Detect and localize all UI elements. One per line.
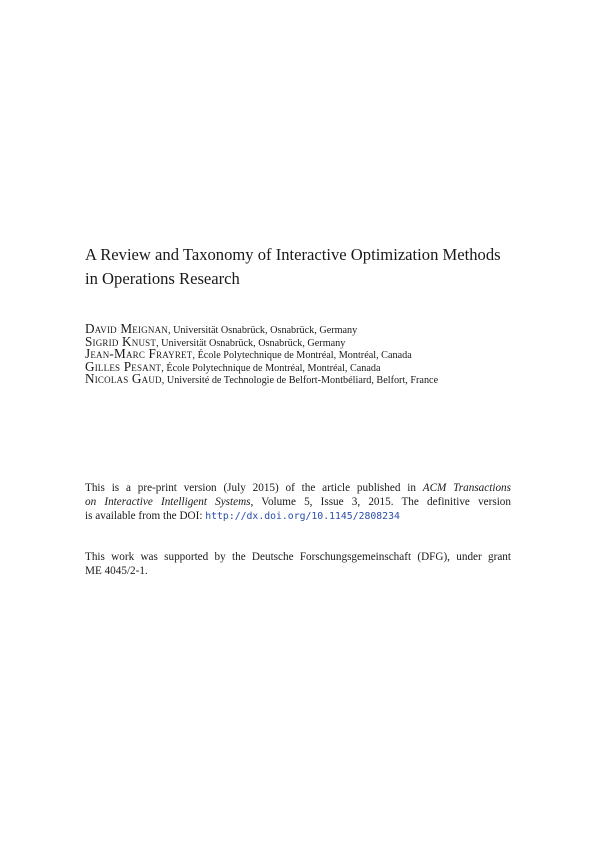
author-entry: Jean-Marc Frayret, École Polytechnique de Montréal, Montréal, Canada [85,346,412,361]
author-affiliation: Universität Osnabrück, Osnabrück, Germany [173,325,358,336]
author-name: Nicolas Gaud [85,371,162,386]
funding-line-1: This work was supported by the Deutsche Forschungsgemeinschaft (DFG), under grant [85,551,511,563]
doi-link[interactable]: http://dx.doi.org/10.1145/2808234 [205,511,400,523]
preprint-line-2 [85,495,511,509]
paper-title [85,243,525,291]
preprint-text: This is a pre-print version (July 2015) of the article published in [85,482,423,494]
journal-name: on Interactive Intelligent Systems [85,496,251,509]
preprint-line-1 [85,481,511,495]
title-line-2: in Operations Research [85,269,240,288]
author-affiliation: École Polytechnique de Montréal, Montréal, Canada [166,362,381,374]
author-affiliation: Universität Osnabrück, Osnabrück, Germany [161,337,346,349]
author-entry: Gilles Pesant, École Polytechnique de Montréal, Montréal, Canada [85,358,381,374]
title-line-1: A Review and Taxonomy of Interactive Optimization Methods [85,245,501,264]
preprint-text: , Volume 5, Issue 3, 2015. The definitive version [250,496,511,509]
journal-name: ACM Transactions [422,482,511,494]
author-name: Sigrid Knust [85,333,157,349]
author-entry: David Meignan, Universität Osnabrück, Osnabrück, Germany [85,321,358,336]
funding-note [85,550,511,578]
author-affiliation: École Polytechnique de Montréal, Montréal, Canada [197,350,412,361]
author-name: Jean-Marc Frayret [85,346,193,361]
author-entry: Nicolas Gaud, Université de Technologie de Belfort-Montbéliard, Belfort, France [85,371,439,386]
author-name: David Meignan [85,321,168,336]
preprint-notice [85,481,511,525]
preprint-line-3 [85,509,511,524]
author-entry: Sigrid Knust, Universität Osnabrück, Osnabrück, Germany [85,333,346,349]
author-list [85,323,525,386]
author-affiliation: Université de Technologie de Belfort-Montbéliard, Belfort, France [166,375,439,386]
author-name: Gilles Pesant [85,358,162,374]
preprint-text: is available from the DOI: [85,510,206,523]
funding-line-2: ME 4045/2-1. [85,565,148,578]
